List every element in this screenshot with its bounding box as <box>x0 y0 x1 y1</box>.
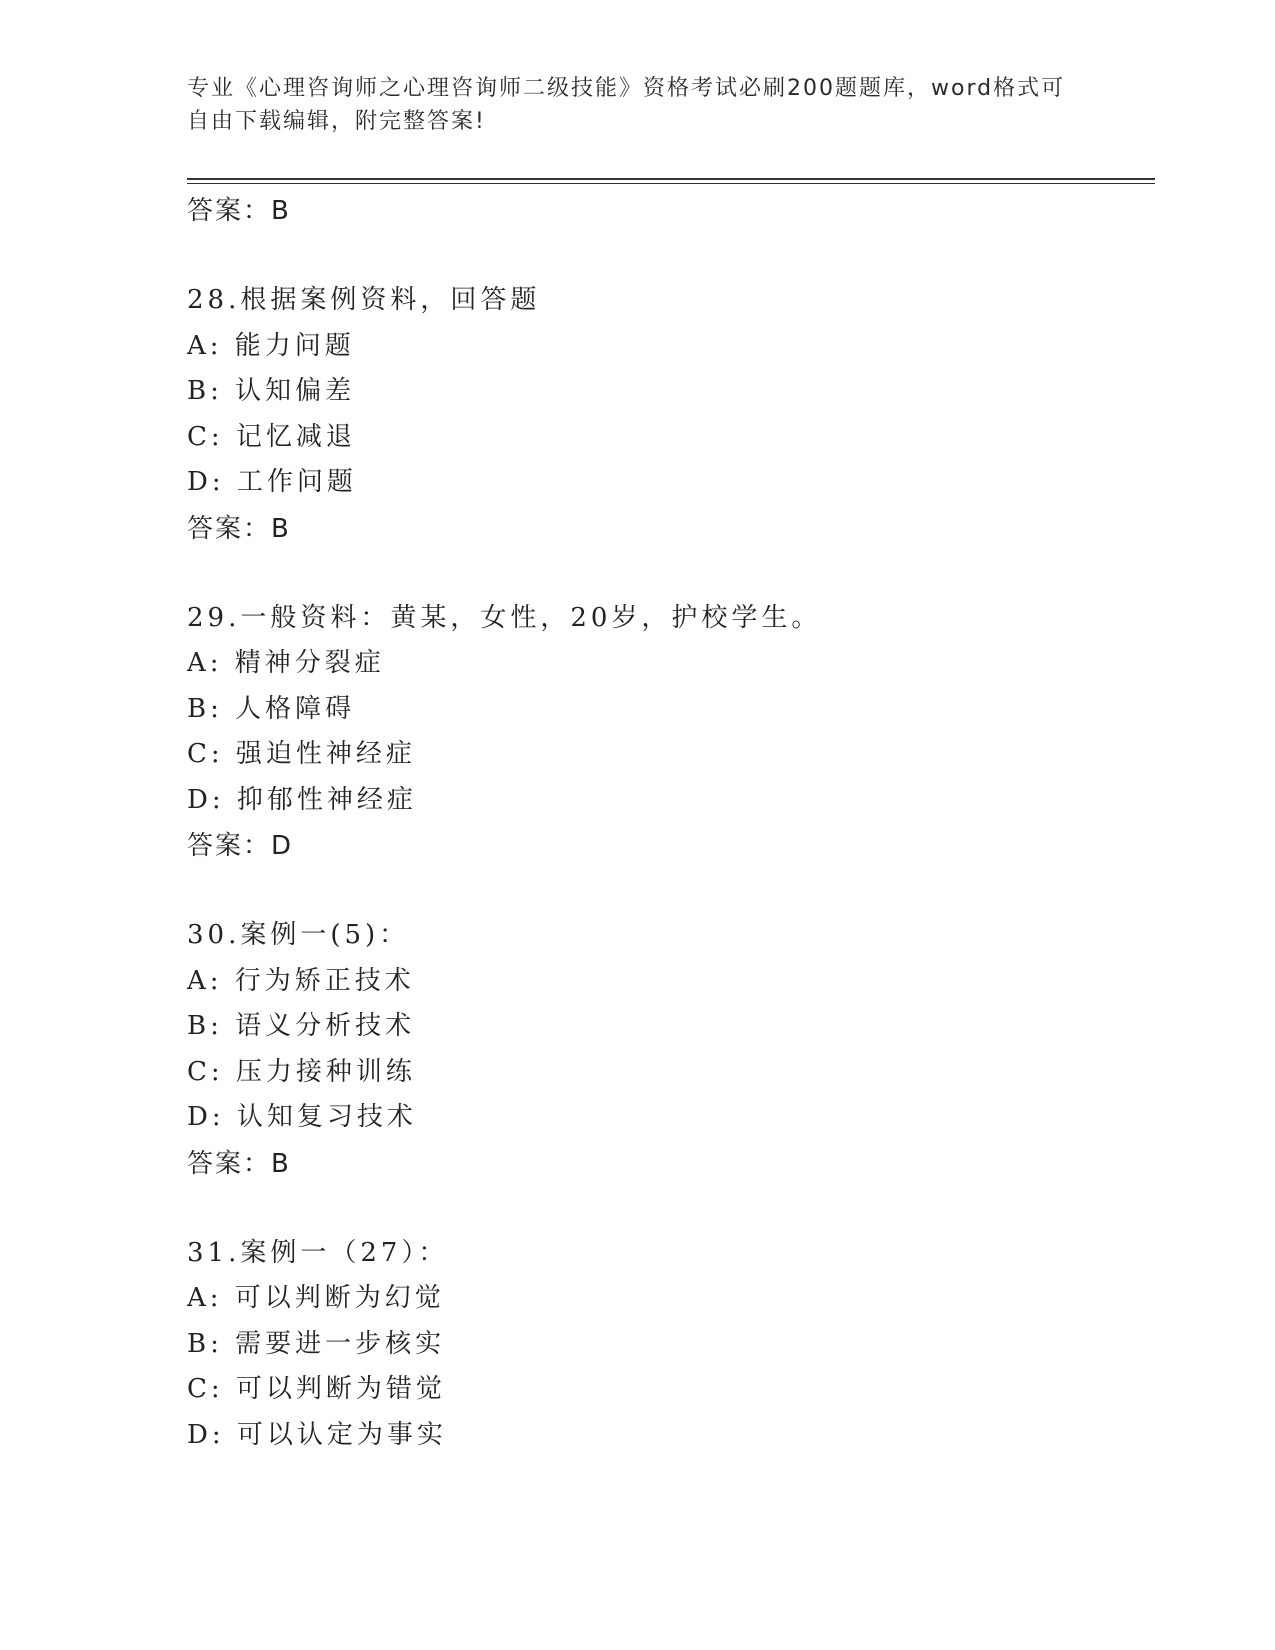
option-a: A: 精神分裂症 <box>187 648 385 678</box>
header-divider <box>187 178 1155 180</box>
question-title: 31.案例一（27）： <box>187 1237 449 1268</box>
question-title: 30.案例一(5)： <box>187 920 410 950</box>
option-c: C: 压力接种训练 <box>187 1056 416 1087</box>
option-b: B: 认知偏差 <box>187 376 356 406</box>
question-block <box>187 596 1127 870</box>
option-c: C: 可以判断为错觉 <box>187 1374 446 1404</box>
question-list <box>187 188 1127 1458</box>
option-d: D: 认知复习技术 <box>187 1102 417 1132</box>
option-a: A: 可以判断为幻觉 <box>187 1283 445 1313</box>
option-d: D: 工作问题 <box>187 467 357 497</box>
option-d: D: 抑郁性神经症 <box>187 784 417 815</box>
page-header: 专业《心理咨询师之心理咨询师二级技能》资格考试必刷200题题库，word格式可自由下载编辑，附完整答案! <box>187 76 1066 134</box>
question-block <box>187 913 1127 1187</box>
option-d: D: 可以认定为事实 <box>187 1419 447 1450</box>
option-b: B: 语义分析技术 <box>187 1011 416 1041</box>
option-b: B: 人格障碍 <box>187 693 356 724</box>
question-block <box>187 1231 1127 1459</box>
option-b: B: 需要进一步核实 <box>187 1328 446 1359</box>
option-c: C: 强迫性神经症 <box>187 739 416 769</box>
answer-line: 答案：D <box>187 831 294 861</box>
option-c: C: 记忆减退 <box>187 421 356 452</box>
question-title: 29.一般资料：黄某，女性，20岁，护校学生。 <box>187 602 822 633</box>
option-a: A: 能力问题 <box>187 330 355 361</box>
answer-line: 答案：B <box>187 196 291 226</box>
question-block <box>187 278 1127 552</box>
question-title: 28.根据案例资料，回答题 <box>187 285 541 315</box>
header-divider-thin <box>187 183 1155 184</box>
option-a: A: 行为矫正技术 <box>187 965 415 996</box>
answer-line: 答案：B <box>187 513 291 544</box>
answer-line: 答案：B <box>187 1148 291 1179</box>
